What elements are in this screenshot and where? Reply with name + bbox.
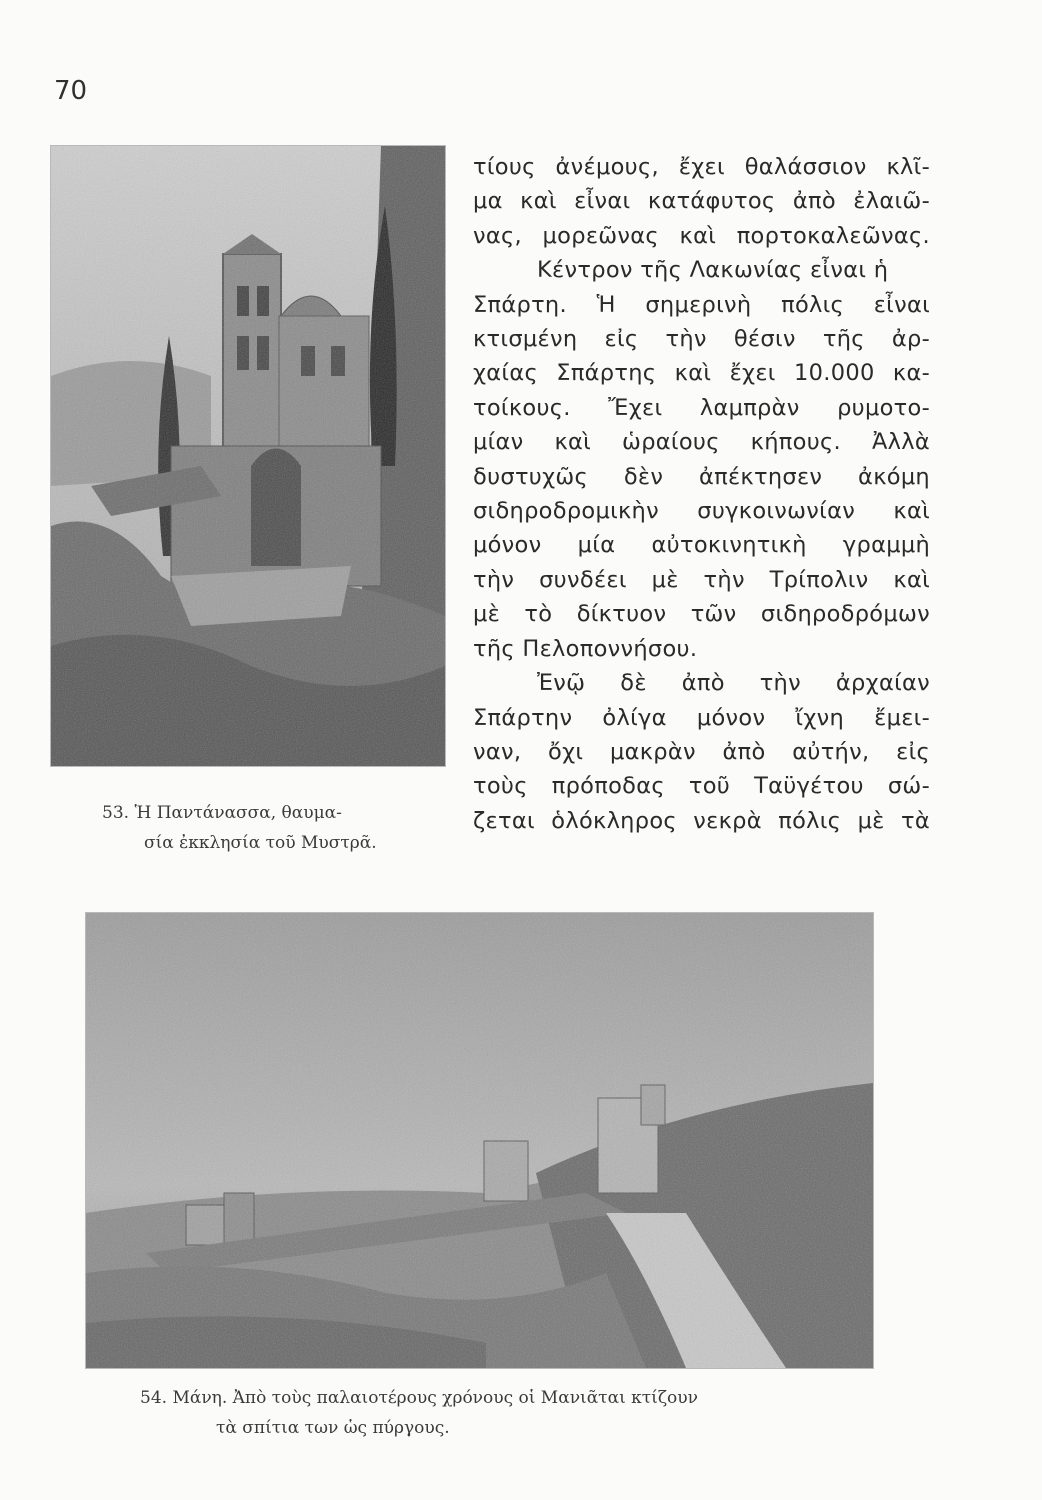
text-line: μίαν καὶ ὡραίους κήπους. Ἀλλὰ xyxy=(473,429,930,456)
text-line: χαίας Σπάρτης καὶ ἔχει 10.000 κα- xyxy=(473,360,930,387)
pantanassa-church-photo xyxy=(50,145,446,767)
text-line: Ἐνῷ δὲ ἀπὸ τὴν ἀρχαίαν xyxy=(537,670,930,697)
text-line: Κέντρον τῆς Λακωνίας εἶναι ἡ xyxy=(537,257,889,284)
caption-line: 54. Μάνη. Ἀπὸ τοὺς παλαιοτέρους χρόνους οἱ Μανιᾶται κτίζουν xyxy=(140,1388,698,1408)
text-line: σιδηροδρομικὴν συγκοινωνίαν καὶ xyxy=(473,498,930,525)
body-text-column xyxy=(473,150,930,838)
text-line: τὴν συνδέει μὲ τὴν Τρίπολιν καὶ xyxy=(473,566,930,593)
caption-line: σία ἐκκλησία τοῦ Μυστρᾶ. xyxy=(144,833,377,853)
page-number: 70 xyxy=(54,76,88,106)
text-line: μὲ τὸ δίκτυον τῶν σιδηροδρόμων xyxy=(473,601,930,628)
text-line: ναν, ὄχι μακρὰν ἀπὸ αὐτήν, εἰς xyxy=(473,738,930,765)
text-line: μόνον μία αὐτοκινητικὴ γραμμὴ xyxy=(473,532,930,559)
text-line: τίους ἀνέμους, ἔχει θαλάσσιον κλῖ- xyxy=(473,154,930,180)
text-line: μα καὶ εἶναι κατάφυτος ἀπὸ ἐλαιῶ- xyxy=(473,188,930,215)
mani-towers-photo xyxy=(85,912,874,1369)
text-line: νας, μορεῶνας καὶ πορτοκαλεῶνας. xyxy=(473,222,930,249)
towers-photo-drawing xyxy=(86,913,873,1368)
text-line: τῆς Πελοποννήσου. xyxy=(473,635,698,662)
text-line: τοὺς πρόποδας τοῦ Ταϋγέτου σώ- xyxy=(473,773,930,800)
figure-54-caption xyxy=(140,1383,880,1443)
church-photo-drawing xyxy=(51,146,445,766)
caption-line: τὰ σπίτια των ὡς πύργους. xyxy=(216,1418,450,1438)
text-line: Σπάρτη. Ἡ σημερινὴ πόλις εἶναι xyxy=(473,291,930,318)
text-line: κτισμένη εἰς τὴν θέσιν τῆς ἀρ- xyxy=(473,326,930,353)
text-line: ζεται ὁλόκληρος νεκρὰ πόλις μὲ τὰ xyxy=(473,807,930,834)
figure-53-caption xyxy=(102,798,432,858)
text-line: Σπάρτην ὀλίγα μόνον ἴχνη ἔμει- xyxy=(473,704,930,731)
text-line: τοίκους. Ἔχει λαμπρὰν ρυμοτο- xyxy=(473,394,930,421)
text-line: δυστυχῶς δὲν ἀπέκτησεν ἀκόμη xyxy=(473,463,930,490)
caption-line: 53. Ἡ Παντάνασσα, θαυμα- xyxy=(102,803,342,823)
